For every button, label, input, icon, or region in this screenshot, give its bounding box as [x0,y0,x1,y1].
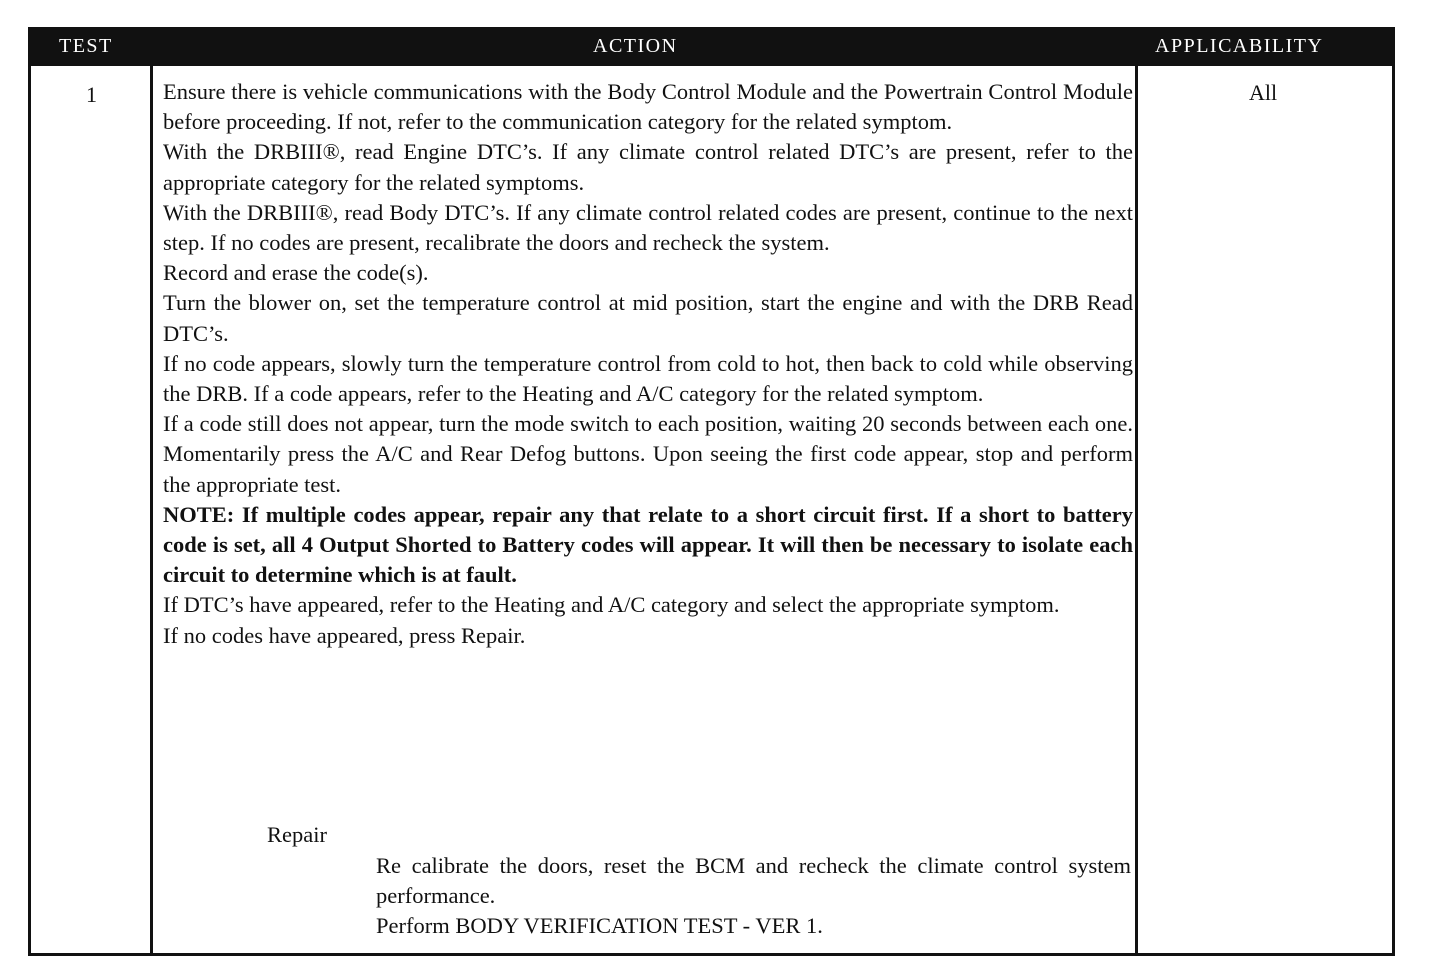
header-applicability: APPLICABILITY [1155,35,1324,57]
action-step: Turn the blower on, set the temperature control at mid position, start the engine and with the DRB Read DTC’s. [163,290,1133,346]
action-note: NOTE: If multiple codes appear, repair any that relate to a short circuit first. If a short to battery code is set, all 4 Output Shorted to Battery codes will appear. It will then be necessary to isolate each circuit to determine which is at fault. [163,501,1133,588]
action-step: With the DRBIII®, read Engine DTC’s. If any climate control related DTC’s are present, refer to the appropriate category for the related symptoms. [163,139,1133,195]
repair-label: Repair [267,822,327,847]
action-step: If no code appears, slowly turn the temperature control from cold to hot, then back to cold while observing the DRB. If a code appears, refer to the Heating and A/C category for the related symptom. [163,350,1133,407]
action-step: Record and erase the code(s). [163,260,429,286]
repair-instructions [376,851,1131,942]
header-test: TEST [59,35,113,57]
applicability-value: All [1249,80,1278,105]
repair-step: Perform BODY VERIFICATION TEST - VER 1. [376,913,823,939]
repair-step: Re calibrate the doors, reset the BCM and recheck the climate control system performance. [376,853,1131,909]
table-header [28,27,1395,66]
action-step: If no codes have appeared, press Repair. [163,622,526,648]
test-number: 1 [86,82,97,107]
header-action: ACTION [593,35,678,57]
diagnostic-table [28,27,1395,956]
action-step: Ensure there is vehicle communications with the Body Control Module and the Powertrain Control Module before proceeding. If not, refer to the communication category for the related symptom. [163,79,1133,135]
action-step: If DTC’s have appeared, refer to the Heating and A/C category and select the appropriate symptom. [163,592,1060,618]
action-step: With the DRBIII®, read Body DTC’s. If any climate control related codes are present, continue to the next step. If no codes are present, recalibrate the doors and recheck the system. [163,199,1133,256]
action-step: If a code still does not appear, turn the mode switch to each position, waiting 20 seconds between each one. Momentarily press the A/C and Rear Defog buttons. Upon seeing the first code appear, stop and perform the appropriate test. [163,411,1133,497]
column-divider-test-action [150,66,153,953]
action-instructions [163,77,1133,651]
column-divider-action-applicability [1135,66,1138,953]
